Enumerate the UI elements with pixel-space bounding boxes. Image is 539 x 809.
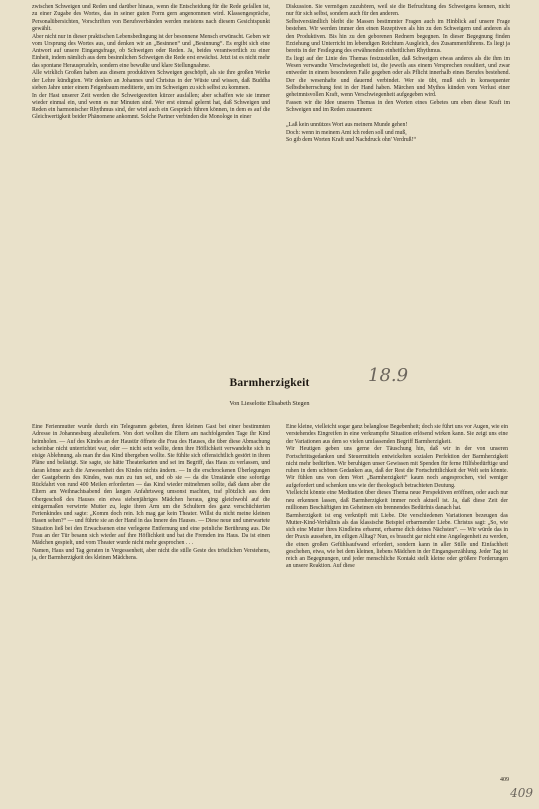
paragraph: Wir Heutigen geben uns gerne der Täuschung hin, daß wir in der von unseren Fortschrittsgedanken und Steuermitteln entwickelten sozialen Perfektion der Barmherzigkeit nicht mehr bedürften. Wir beruhigen unser Gewissen mit Spenden für ferne Hilfsbedürftige und ruhen in dem schönen Gedanken aus, daß der Rest die Fortschrittlichkeit der Welt sein könnte. Wir fühlen uns von dem Wort „Barmherzigkeit“ kaum noch angesprochen, viel weniger aufgefordert und schenken uns wie der theologisch betrachteten Deutung. [286, 446, 508, 489]
paragraph: Selbstverständlich bleibt die Massen bestimmter Fragen auch im Hinblick auf unsere Frage bestehen. Wir werden immer den einen Rezeptiven als hin zu den Schweigern und anderen als den Produktiven. Bis hin zu den geborenen Rednern begegnen. In dieser Begegnung finden Erziehung und Unterricht im lebendigen Reichtum Ausgleich, des Zusammenführens. Es liegt ja bereits in der Festlegung des erwähnenden einheitlichen Rhythmus. [286, 19, 510, 54]
quote-line: So gib dem Worten Kraft und Nachdruck ohn' Verdruß!“ [286, 136, 417, 143]
paragraph: zwischen Schweigen und Reden und darüber hinaus, wenn die Entscheidung für die Rede gefallen ist, zu einer Zugabe des Wortes, das in seiner guten Form gern angenommen wird. Klassengespräche, Personalübersichten, Vorschriften von Berufsverbänden werden meistens nach diesem Gesichtspunkt gewählt. [32, 4, 270, 32]
paragraph: In der Hast unserer Zeit werden die Schweigezeiten kürzer ausfallen; aber schaffen wie sie immer wieder einmal ein, und wenn es nur Minuten sind. Wer erst einmal gelernt hat, daß Schweigen und Reden ein harmonischer Rhythmus sind, der wird auch ein Gespräch führen können, in dem es auf die Gleichwertigkeit beider Phänomene ankommt. Solche Partner verbinden die Monologe in einer [32, 92, 270, 121]
bottom-right-column [286, 424, 508, 571]
paragraph: Alle wirklich Großen haben aus diesem produktiven Schweigen geschöpft, als sie ihre großen Werke der Lehre kündigten. Wir denken an Johannes und Christus in der Wüste und wissen, daß Buddha sieben Jahre unter einem Feigenbaum meditierte, um im Schweigen zu sich selbst zu kommen. [32, 70, 270, 91]
handwritten-page-number: 409 [510, 786, 533, 800]
article-byline: Von Lieselotte Elisabeth Stegen [229, 400, 310, 407]
paragraph: Fassen wir die Idee unseres Themas in den Worten eines Gebetes um eben diese Kraft im Schweigen und im Reden zusammen: [286, 99, 510, 113]
top-left-column [32, 4, 270, 122]
prayer-quote [286, 122, 510, 144]
paragraph: Eine Ferienmutter wurde durch ein Telegramm gebeten, ihren kleinen Gast bei einer bestimmten Adresse in Johannesburg abzuliefern. Von dort wollten die Eltern am nachfolgenden Tage ihr Kind heimholen. — Auf des Kindes an der Haustür öffnete die Frau des Hauses, die über diese Abmachung scheinbar nicht unterrichtet war, oder — nicht sein wollte, denn ihre Höflichkeit verwandelte sich in eisige Ablehnung, als man ihr das Kind übergeben wollte. Sie fühlte sich offensichtlich gestört in ihren Pläne und belästigt. Sie sagte, sie hätte Theaterkarten und sei im Begriff, das Haus zu verlassen, und daran könne auch die Anwesenheit des Kindes nichts ändern. — In die erschrockenen Überlegungen der Gastgeberin des Kindes, was nun zu tun sei, und ob sie — da die Umstände eine sofortige Rückfahrt von rund 400 Meilen erforderten — das Kind wieder mitnehmen sollte, daß dann aber die Eltern am Weihnachtsabend den langen Anfahrtsweg umsonst machten, traf plötzlich aus dem Obergeschoß des Hauses ein etwa siebenjähriges Mädchen heraus, ging gleichwohl auf die einigermaßen verwirrte Mutter zu, legte ihren Arm um die Schultern des ganz verschüchterten Ferienkindes und sagte: „Komm doch rein. Ich mag gar kein Theater. Willst du nicht meine kleinen Hasen sehen?“ — und führte sie an der Hand in das Innere des Hauses. — Diese neue und unerwartete Situation ließ bei den Erwachsenen eine verlegene Entfernung und eine peinliche Berührung aus. Die Frau an der Tür besann sich wieder auf ihre Höflichkeit und bat die Fremden ins Haus. Da ist einen Mädchen gespielt, und vom Theater wurde nicht mehr gesprochen . . . [32, 424, 270, 546]
paragraph: Aber nicht nur in dieser praktischen Lebensbedingung ist der besonnene Mensch erwünscht. Geben wir vom Ursprung des Wortes aus, und denken wir an „Besinnen“ und „Besinnung“. Es ergibt sich eine Antwort auf unsere Eingangsfrage, ob Schweigen oder Reden. Ja, beides verantwortlich zu einer Einheit, indem nämlich aus dem besinnlichen Schweigen die Rede erst erwächst. Jetzt ist es nicht mehr das spontane Herausprudeln, sondern eine bewußte und klare Stellungnahme. [32, 33, 270, 69]
quote-line: „Laß kein unnützes Wort aus meinem Munde gehen! [286, 122, 408, 129]
page-number: 409 [500, 777, 509, 783]
handwritten-annotation: 18.9 [368, 365, 409, 386]
paragraph: Diskussion. Sie vermögen zuzuhören, weil sie die Befruchtung des Schweigens kennen, nicht nur für sich selbst, sondern auch für den anderen. [286, 4, 510, 18]
paragraph: Namen, Haus und Tag geraten in Vergessenheit, aber nicht die stille Geste des tröstlichen Verstehens, ja, der Barmherzigkeit des kleinen Mädchens. [32, 547, 270, 561]
paragraph: Barmherzigkeit ist eng verknüpft mit Liebe. Die verschiedenen Variationen bezeugen das Mutter-Kind-Verhältnis als das klassische Beispiel erbarmender Liebe. Christus sagt: „So, wie sich eine Mutter ihres Kindleins erbarmt, erbarme dich deines Nächsten“. — Wir würde das in der Praxis aussehen, im eiligen Alltag? Nun, es braucht gar nicht eine Angelegenheit zu werden, die einen großen Gefühlsaufwand erfordert, sondern kann in aller Stille und Einfachheit geschehen, etwa, wie bei dem kleinen, liebens Mädchen in der Eingangserzählung. Jeder Tag ist reich an Begegnungen, und jeder menschliche Kontakt stellt kleine oder größere Forderungen an unsere Reaktion. Auf diese [286, 512, 508, 570]
bottom-left-column [32, 424, 270, 563]
quote-line: Doch: wenn in meinem Amt ich reden soll und muß, [286, 129, 407, 136]
top-right-column [286, 4, 510, 144]
paragraph: Eine kleine, vielleicht sogar ganz belanglose Begebenheit; doch sie führt uns vor Augen, wie ein verstehendes Eingreifen in eine verkrampfte Situation erlösend wirken kann. Sie zeigt uns eine der Variationen aus dem so vielen umfassenden Begriff Barmherzigkeit. [286, 424, 508, 445]
paragraph: Vielleicht könnte eine Meditation über dieses Thema neue Perspektiven eröffnen, oder auch nur neu erkennen lassen, daß Barmherzigkeit immer noch aktuell ist. Ja, daß diese Zeit der millionen Beschäftigten im Geheimen ein brennendes Bedürfnis danach hat. [286, 490, 508, 511]
article-title: Barmherzigkeit [229, 377, 310, 389]
paragraph: Es liegt auf der Linie des Themas festzustellen, daß Schweigen etwas anderes als die ihm im Wesen verwandte Verschwiegenheit ist, die jeweils aus einem Versprechen resultiert, und zwar entweder in einem besonderen Falle gegeben oder als Pflicht innerhalb eines Berufes bestehend. Der die wesenhafte und dauernd verbindet. Wer sie übt, muß sich in konsequenter Selbstbeherrschung fest in der Hand haben. Märchen und Mythos künden vom Verlust einer geheimnisvollen Kraft, wenn Verschwiegenheit aufgegeben wird. [286, 55, 510, 98]
